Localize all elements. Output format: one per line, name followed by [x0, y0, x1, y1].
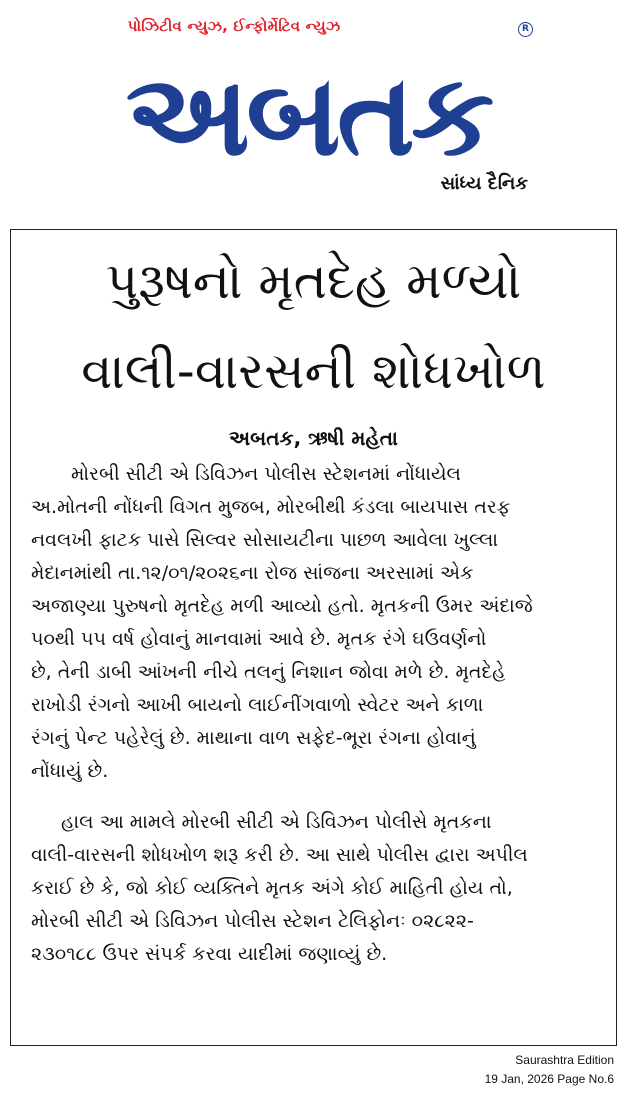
body-line: છે, તેની ડાબી આંખની નીચે તલનું નિશાન જોવા મળે છે. મૃતદેહે	[31, 661, 506, 683]
headline-line-2: વાલી-વારસની શોધખોળ	[81, 342, 546, 400]
edition-label: Saurashtra Edition	[515, 1053, 614, 1067]
masthead-subtitle: સાંધ્ય દૈનિક	[440, 173, 528, 194]
registered-mark-icon: R	[518, 22, 533, 37]
body-line: મોરબી સીટી એ ડિવિઝન પોલીસ સ્ટેશન ટેલિફોનઃ ૦૨૮૨૨-	[31, 910, 474, 932]
body-line: નવલખી ફાટક પાસે સિલ્વર સોસાયટીના પાછળ આવેલા ખુલ્લા	[31, 529, 499, 551]
body-line: અજાણ્યા પુરુષનો મૃતદેહ મળી આવ્યો હતો. મૃતકની ઉંમર અંદાજે	[31, 595, 533, 617]
news-article	[10, 229, 617, 1046]
headline-line-1: પુરૂષનો મૃતદેહ મળ્યો	[105, 252, 522, 310]
body-line: ૫૦થી ૫૫ વર્ષ હોવાનું માનવામાં આવે છે. મૃતક રંગે ઘઉંવર્ણનો	[31, 628, 487, 650]
body-line: હાલ આ મામલે મોરબી સીટી એ ડિવિઝન પોલીસે મૃતકના	[61, 811, 492, 833]
body-line: નોંધાયું છે.	[31, 760, 109, 782]
date-page-label: 19 Jan, 2026 Page No.6	[484, 1072, 614, 1086]
body-line: રાખોડી રંગનો આખી બાયનો લાઈનીંગવાળો સ્વેટર અને કાળા	[31, 694, 484, 716]
newspaper-logo: અબતક	[125, 49, 491, 181]
masthead	[0, 0, 624, 215]
body-line: મોરબી સીટી એ ડિવિઝન પોલીસ સ્ટેશનમાં નોંધાયેલ	[71, 463, 461, 485]
body-line: કરાઈ છે કે, જો કોઈ વ્યક્તિને મૃતક અંગે કોઈ માહિતી હોય તો,	[31, 877, 513, 899]
body-line: મેદાનમાંથી તા.૧૨/૦૧/૨૦૨૬ના રોજ સાંજના અરસામાં એક	[31, 562, 474, 584]
article-byline: અબતક, ઋષી મહેતા	[229, 426, 398, 450]
body-line: વાલી-વારસની શોધખોળ શરૂ કરી છે. આ સાથે પોલીસ દ્વારા અપીલ	[31, 844, 528, 866]
masthead-tagline: પોઝિટીવ ન્યુઝ, ઈન્ફોર્મેટિવ ન્યુઝ	[127, 17, 341, 35]
body-line: અ.મોતની નોંધની વિગત મુજબ, મોરબીથી કંડલા બાયપાસ તરફ	[31, 496, 511, 518]
body-line: રંગનું પેન્ટ પહેરેલું છે. માથાના વાળ સફેદ-ભૂરા રંગના હોવાનું	[31, 727, 476, 749]
body-line: ૨૩૦૧૮૮ ઉપર સંપર્ક કરવા યાદીમાં જણાવ્યું છે.	[31, 943, 388, 965]
